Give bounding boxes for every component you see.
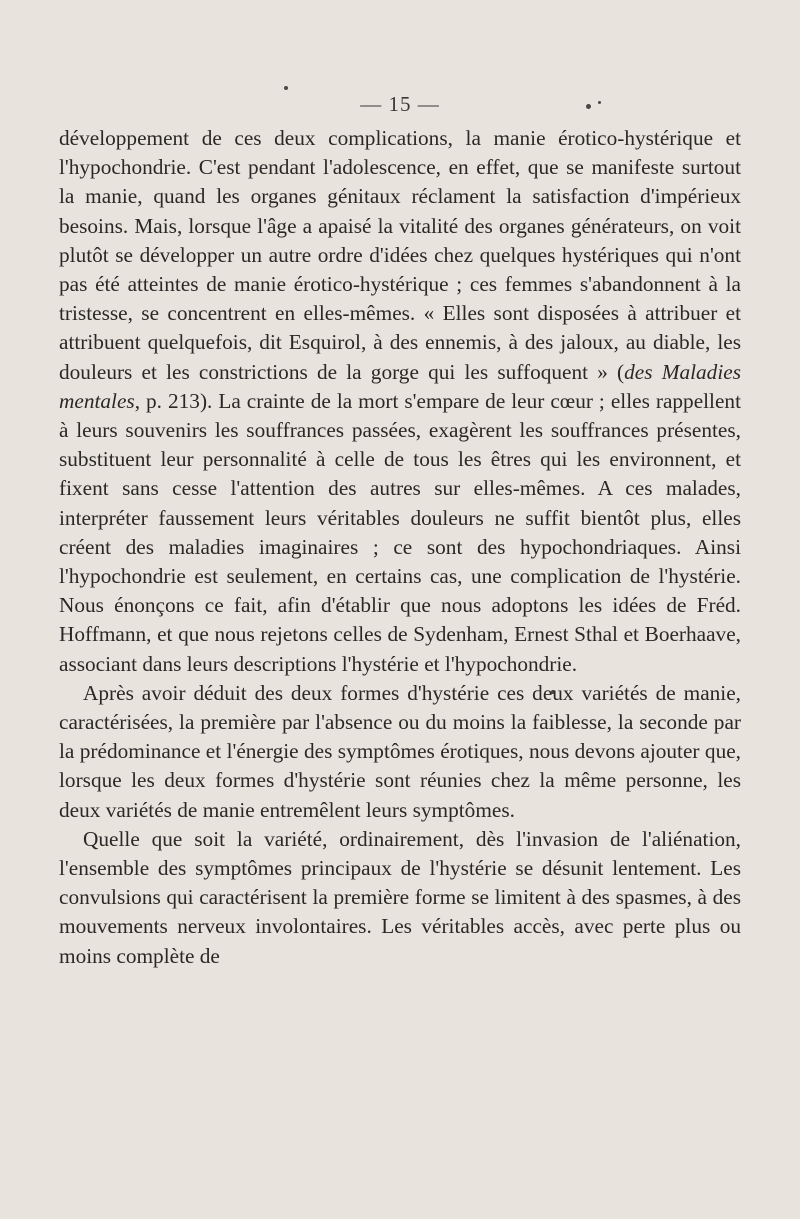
- page-number: — 15 —: [360, 92, 440, 116]
- ink-speck: [284, 86, 288, 90]
- paragraph: Quelle que soit la variété, ordinairement, dès l'invasion de l'aliénation, l'ensemble des symptômes principaux de l'hystérie se désunit lentement. Les convulsions qui caractérisent la première forme se limitent à des spasmes, à des mouvements nerveux involontaires. Les véritables accès, avec perte plus ou moins complète de: [59, 826, 741, 968]
- body-text: [59, 124, 741, 971]
- paragraph: Après avoir déduit des deux formes d'hystérie ces deux variétés de manie, caractérisées, la première par l'absence ou du moins la faiblesse, la seconde par la prédominance et l'énergie des symptômes érotiques, nous devons ajouter que, lorsque les deux formes d'hystérie sont réunies chez la même personne, les deux variétés de manie entremêlent leurs symptômes.: [59, 680, 741, 822]
- book-title-italic: des Maladies mentales: [59, 359, 741, 413]
- paragraph: [59, 124, 741, 679]
- paragraph-text: , p. 213). La crainte de la mort s'empare de leur cœur ; elles rappellent à leurs souvenirs les souffrances passées, exagèrent les souffrances présentes, substituent leur personnalité à celle de tous les êtres qui les environnent, et fixent sans cesse l'attention des autres sur elles-mêmes. A ces malades, interpréter faussement leurs véritables douleurs ne suffit bientôt plus, elles créent des maladies imaginaires ; ce sont des hypochondriaques. Ainsi l'hypochondrie est seulement, en certains cas, une complication de l'hystérie. Nous énonçons ce fait, afin d'établir que nous adoptons les idées de Fréd. Hoffmann, et que nous rejetons celles de Sydenham, Ernest Sthal et Boerhaave, associant dans leurs descriptions l'hystérie et l'hypochondrie.: [59, 388, 741, 676]
- paragraph-text: développement de ces deux complications, la manie érotico-hystérique et l'hypochondrie. C'est pendant l'adolescence, en effet, que se manifeste surtout la manie, quand les organes génitaux réclament la satisfaction d'impérieux besoins. Mais, lorsque l'âge a apaisé la vitalité des organes générateurs, on voit plutôt se développer un autre ordre d'idées chez quelques hystériques qui n'ont pas été atteintes de manie érotico-hystérique ; ces femmes s'abandonnent à la tristesse, se concentrent en elles-mêmes. « Elles sont disposées à attribuer et attribuent quelquefois, dit Esquirol, à des ennemis, à des jaloux, au diable, les douleurs et les constrictions de la gorge qui les suffoquent » (: [59, 126, 741, 384]
